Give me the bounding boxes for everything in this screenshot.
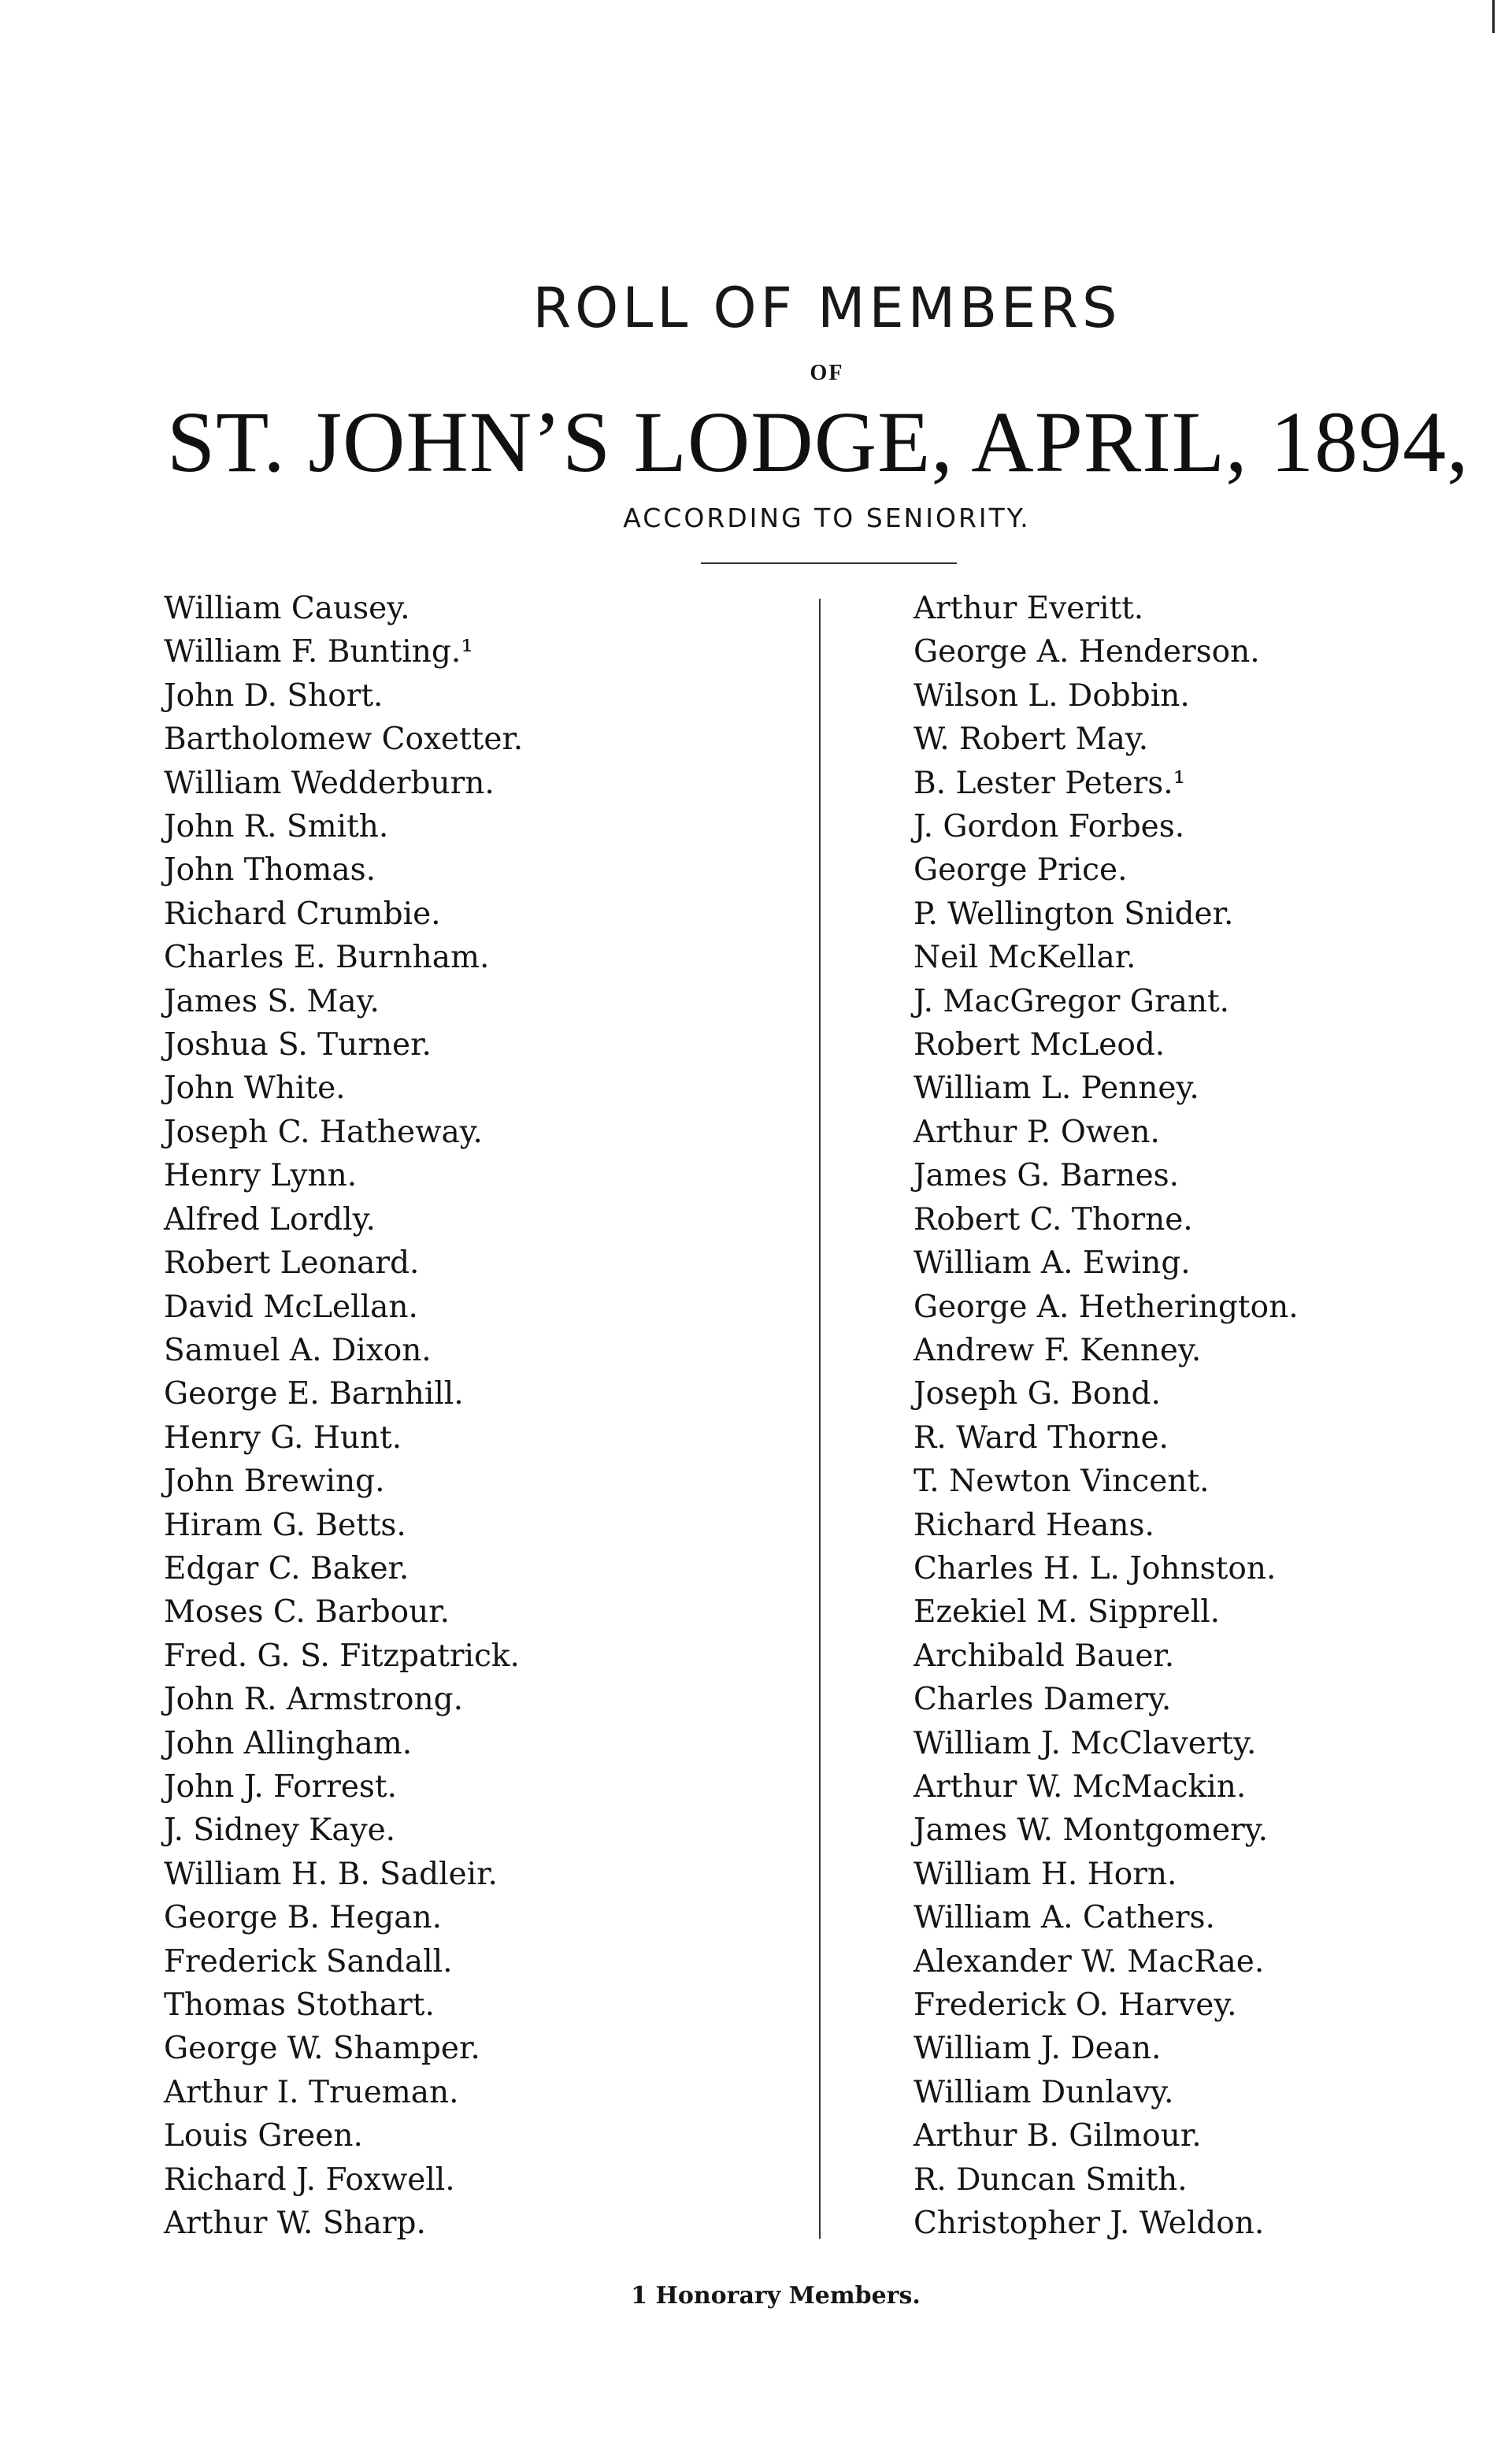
member-name: Henry Lynn. <box>164 1158 358 1194</box>
member-name: Joseph C. Hatheway. <box>164 1114 483 1150</box>
of-label: OF <box>810 361 844 385</box>
roll-title: ROLL OF MEMBERS <box>532 276 1121 340</box>
member-name: William A. Cathers. <box>914 1900 1215 1936</box>
member-name: William J. McClaverty. <box>914 1725 1257 1761</box>
lodge-title: ST. JOHN’S LODGE, APRIL, 1894, <box>167 394 1469 490</box>
right-member-column <box>914 587 1299 2245</box>
member-name: P. Wellington Snider. <box>914 896 1234 932</box>
member-name: William L. Penney. <box>914 1071 1199 1107</box>
member-name: Charles E. Burnham. <box>164 940 490 976</box>
member-name: John Brewing. <box>164 1464 385 1500</box>
member-name: John White. <box>164 1071 346 1107</box>
member-name: James S. May. <box>164 983 380 1019</box>
member-name: Bartholomew Coxetter. <box>164 722 524 758</box>
member-name: William Causey. <box>164 591 410 626</box>
member-name: Samuel A. Dixon. <box>164 1332 432 1368</box>
member-name: Charles H. L. Johnston. <box>914 1550 1277 1586</box>
member-name: Charles Damery. <box>914 1682 1172 1718</box>
member-name: Alexander W. MacRae. <box>914 1943 1265 1980</box>
member-name: Arthur I. Trueman. <box>164 2074 459 2110</box>
member-name: Joshua S. Turner. <box>164 1027 432 1063</box>
member-name: Louis Green. <box>164 2118 363 2154</box>
member-name: J. Sidney Kaye. <box>164 1813 396 1849</box>
member-name: Arthur Everitt. <box>914 591 1144 626</box>
member-name: Moses C. Barbour. <box>164 1594 450 1631</box>
member-name: James W. Montgomery. <box>914 1813 1269 1849</box>
seniority-subtitle: ACCORDING TO SENIORITY. <box>623 503 1031 533</box>
honorary-footnote: 1 Honorary Members. <box>631 2282 921 2310</box>
member-name: Richard Crumbie. <box>164 896 441 932</box>
header-divider <box>701 562 957 564</box>
member-name: David McLellan. <box>164 1289 418 1325</box>
member-name: Robert Leonard. <box>164 1245 420 1282</box>
member-name: Hiram G. Betts. <box>164 1507 406 1543</box>
member-name: John J. Forrest. <box>164 1768 398 1805</box>
member-name: Arthur W. Sharp. <box>164 2206 426 2242</box>
member-name: Thomas Stothart. <box>164 1987 435 2023</box>
member-name: Henry G. Hunt. <box>164 1419 402 1456</box>
member-name: Arthur B. Gilmour. <box>914 2118 1202 2154</box>
member-name: J. MacGregor Grant. <box>914 983 1230 1019</box>
member-name: George Price. <box>914 852 1128 889</box>
member-name: Edgar C. Baker. <box>164 1550 410 1586</box>
member-name: Alfred Lordly. <box>164 1201 376 1237</box>
member-name: George W. Shamper. <box>164 2031 480 2067</box>
member-name: John D. Short. <box>164 677 384 714</box>
member-name: George A. Hetherington. <box>914 1289 1299 1325</box>
member-name: John Allingham. <box>164 1725 413 1761</box>
member-name: Arthur W. McMackin. <box>914 1768 1247 1805</box>
member-name: William Dunlavy. <box>914 2074 1174 2110</box>
member-name: Andrew F. Kenney. <box>914 1332 1202 1368</box>
left-member-column <box>164 587 523 2245</box>
member-name: William H. Horn. <box>914 1856 1177 1892</box>
member-name: Joseph G. Bond. <box>914 1376 1161 1412</box>
member-name: George B. Hegan. <box>164 1900 443 1936</box>
member-name: William A. Ewing. <box>914 1245 1191 1282</box>
member-name: Christopher J. Weldon. <box>914 2206 1265 2242</box>
member-name: Frederick O. Harvey. <box>914 1987 1237 2023</box>
member-name: W. Robert May. <box>914 722 1149 758</box>
member-name: Neil McKellar. <box>914 940 1136 976</box>
member-name: J. Gordon Forbes. <box>914 809 1185 845</box>
member-name: William J. Dean. <box>914 2031 1162 2067</box>
member-name: George E. Barnhill. <box>164 1376 464 1412</box>
member-name: William Wedderburn. <box>164 765 495 801</box>
member-name: John R. Smith. <box>164 809 389 845</box>
member-name: Ezekiel M. Sipprell. <box>914 1594 1221 1631</box>
member-name: Fred. G. S. Fitzpatrick. <box>164 1638 520 1674</box>
member-name: William F. Bunting.¹ <box>164 634 473 670</box>
member-name: R. Ward Thorne. <box>914 1419 1169 1456</box>
member-name: Frederick Sandall. <box>164 1943 453 1980</box>
member-name: Robert C. Thorne. <box>914 1201 1193 1237</box>
member-name: Wilson L. Dobbin. <box>914 677 1190 714</box>
column-divider <box>819 599 821 2239</box>
member-name: B. Lester Peters.¹ <box>914 765 1186 801</box>
member-name: William H. B. Sadleir. <box>164 1856 498 1892</box>
page-edge-rule <box>1492 0 1495 33</box>
member-name: John Thomas. <box>164 852 376 889</box>
member-name: Richard Heans. <box>914 1507 1154 1543</box>
member-name: R. Duncan Smith. <box>914 2161 1188 2198</box>
member-name: Robert McLeod. <box>914 1027 1166 1063</box>
member-name: Arthur P. Owen. <box>914 1114 1160 1150</box>
member-name: T. Newton Vincent. <box>914 1464 1210 1500</box>
member-name: Archibald Bauer. <box>914 1638 1175 1674</box>
member-name: George A. Henderson. <box>914 634 1260 670</box>
member-name: James G. Barnes. <box>914 1158 1180 1194</box>
member-name: John R. Armstrong. <box>164 1682 463 1718</box>
member-name: Richard J. Foxwell. <box>164 2161 455 2198</box>
